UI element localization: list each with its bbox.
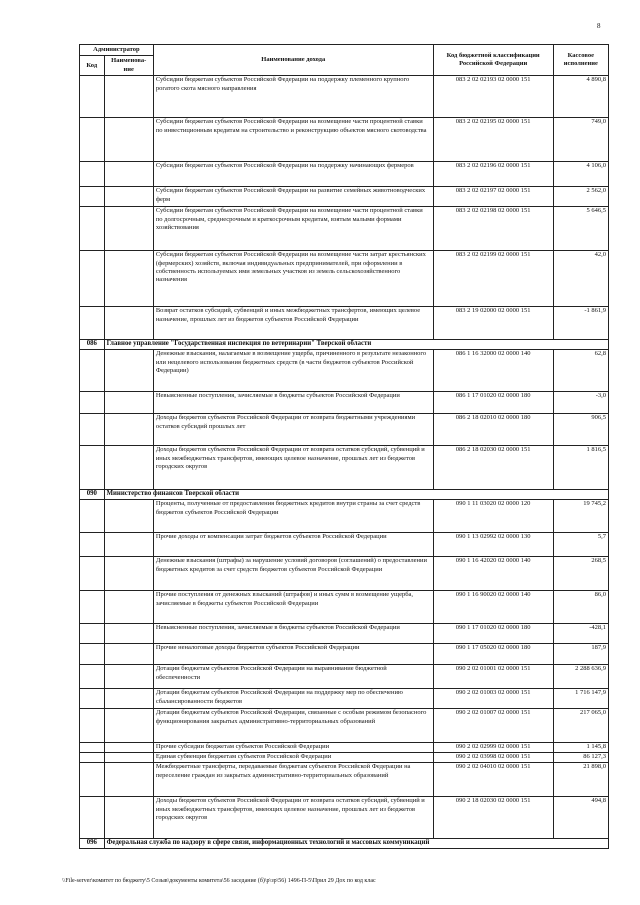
income-name-cell: Денежные взыскания (штрафы) за нарушение условий договоров (соглашений) о предоставлении бюджетных кредитов за счет средств бюджетов субъектов Российской Федерации bbox=[153, 557, 433, 591]
kbk-code-cell: 083 2 02 02199 02 0000 151 bbox=[433, 251, 553, 307]
income-name-cell: Субсидии бюджетам субъектов Российской Федерации на возмещение части процентной ставки по долгосрочным, среднесрочным и краткосрочным кредитам, взятым малыми формами хозяйствования bbox=[153, 207, 433, 251]
kbk-code-cell: 083 2 02 02197 02 0000 151 bbox=[433, 187, 553, 207]
kbk-code-cell: 090 2 02 01001 02 0000 151 bbox=[433, 665, 553, 689]
revenue-table bbox=[79, 44, 609, 849]
table-row bbox=[80, 307, 609, 340]
admin-name-cell bbox=[104, 500, 153, 533]
admin-name-cell bbox=[104, 207, 153, 251]
kbk-code-cell: 090 2 02 01007 02 0000 151 bbox=[433, 709, 553, 743]
admin-name-cell bbox=[104, 187, 153, 207]
admin-name-cell bbox=[104, 251, 153, 307]
amount-cell: 2 288 636,9 bbox=[553, 665, 608, 689]
table-row bbox=[80, 187, 609, 207]
table-row bbox=[80, 763, 609, 797]
income-name-cell: Прочие неналоговые доходы бюджетов субъектов Российской Федерации bbox=[153, 644, 433, 665]
income-name-cell: Прочие доходы от компенсации затрат бюджетов субъектов Российской Федерации bbox=[153, 533, 433, 557]
income-name-cell: Субсидии бюджетам субъектов Российской Федерации на возмещение части затрат крестьянских (фермерских) хозяйств, включая индивидуальных предпринимателей, при оформлении в собственность используемых ими земельных участков из земель сельскохозяйственного назначения bbox=[153, 251, 433, 307]
admin-name-cell bbox=[104, 557, 153, 591]
admin-name-cell bbox=[104, 118, 153, 162]
table-row bbox=[80, 207, 609, 251]
kbk-code-cell: 090 1 13 02992 02 0000 130 bbox=[433, 533, 553, 557]
income-name-cell: Доходы бюджетов субъектов Российской Федерации от возврата остатков субсидий, субвенций и иных межбюджетных трансфертов, имеющих целевое назначение, прошлых лет из бюджетов городских округов bbox=[153, 446, 433, 490]
income-name-cell: Субсидии бюджетам субъектов Российской Федерации на развитие семейных животноводческих ферм bbox=[153, 187, 433, 207]
table-row bbox=[80, 797, 609, 839]
file-path-footer: \\File-server\комитет по бюджету\5 Созыв\документы комитета\56 заседание (б)\p\зр\56) 1496-П-5\Прил 29 Дох по код клас bbox=[62, 878, 376, 884]
amount-cell: 86 127,3 bbox=[553, 753, 608, 763]
header-administrator: Администратор bbox=[80, 45, 154, 56]
table-row bbox=[80, 591, 609, 624]
amount-cell: 1 716 147,9 bbox=[553, 689, 608, 709]
table-row bbox=[80, 162, 609, 187]
kbk-code-cell: 090 1 17 05020 02 0000 180 bbox=[433, 644, 553, 665]
admin-name-cell bbox=[104, 743, 153, 753]
kbk-code-cell: 083 2 02 02198 02 0000 151 bbox=[433, 207, 553, 251]
table-row bbox=[80, 665, 609, 689]
income-name-cell: Дотации бюджетам субъектов Российской Федерации на выравнивание бюджетной обеспеченности bbox=[153, 665, 433, 689]
income-name-cell: Денежные взыскания, налагаемые в возмещение ущерба, причиненного в результате незаконного или нецелевого использования бюджетных средств (в части бюджетов субъектов Российской Федерации) bbox=[153, 350, 433, 392]
kbk-code-cell: 090 2 02 04010 02 0000 151 bbox=[433, 763, 553, 797]
table-row bbox=[80, 76, 609, 118]
admin-code-cell bbox=[80, 743, 105, 753]
admin-code-cell bbox=[80, 251, 105, 307]
amount-cell: 42,0 bbox=[553, 251, 608, 307]
admin-code-cell bbox=[80, 591, 105, 624]
kbk-code-cell: 086 1 16 32000 02 0000 140 bbox=[433, 350, 553, 392]
admin-code: 096 bbox=[80, 839, 105, 849]
header-admin-name: Наименова-ние bbox=[104, 56, 153, 76]
amount-cell: 1 816,5 bbox=[553, 446, 608, 490]
table-row bbox=[80, 500, 609, 533]
income-name-cell: Единая субвенция бюджетам субъектов Российской Федерации bbox=[153, 753, 433, 763]
amount-cell: 1 145,8 bbox=[553, 743, 608, 753]
admin-code-cell bbox=[80, 709, 105, 743]
kbk-code-cell: 083 2 19 02000 02 0000 151 bbox=[433, 307, 553, 340]
admin-name-cell bbox=[104, 591, 153, 624]
admin-code-cell bbox=[80, 118, 105, 162]
admin-code-cell bbox=[80, 797, 105, 839]
header-code: Код bbox=[80, 56, 105, 76]
admin-name-cell bbox=[104, 753, 153, 763]
income-name-cell: Доходы бюджетов субъектов Российской Федерации от возврата бюджетными учреждениями остатков субсидий прошлых лет bbox=[153, 414, 433, 446]
admin-code-cell bbox=[80, 624, 105, 644]
income-name-cell: Невыясненные поступления, зачисляемые в бюджеты субъектов Российской Федерации bbox=[153, 624, 433, 644]
admin-name-cell bbox=[104, 665, 153, 689]
amount-cell: 4 890,8 bbox=[553, 76, 608, 118]
admin-name-cell bbox=[104, 763, 153, 797]
header-kbk: Код бюджетной классификации Российской Федерации bbox=[433, 45, 553, 76]
kbk-code-cell: 083 2 02 02195 02 0000 151 bbox=[433, 118, 553, 162]
amount-cell: -3,0 bbox=[553, 392, 608, 414]
table-row bbox=[80, 557, 609, 591]
admin-name-cell bbox=[104, 392, 153, 414]
admin-name-cell bbox=[104, 162, 153, 187]
amount-cell: 187,9 bbox=[553, 644, 608, 665]
admin-code-cell bbox=[80, 307, 105, 340]
income-name-cell: Дотации бюджетам субъектов Российской Федерации на поддержку мер по обеспечению сбалансированности бюджетов bbox=[153, 689, 433, 709]
kbk-code-cell: 090 1 16 90020 02 0000 140 bbox=[433, 591, 553, 624]
amount-cell: 268,5 bbox=[553, 557, 608, 591]
admin-name-cell bbox=[104, 307, 153, 340]
kbk-code-cell: 086 1 17 01020 02 0000 180 bbox=[433, 392, 553, 414]
kbk-code-cell: 090 1 11 03020 02 0000 120 bbox=[433, 500, 553, 533]
admin-name-cell bbox=[104, 533, 153, 557]
kbk-code-cell: 090 2 18 02030 02 0000 151 bbox=[433, 797, 553, 839]
admin-title: Главное управление "Государственная инспекция по ветеринарии" Тверской области bbox=[104, 340, 608, 350]
admin-code-cell bbox=[80, 533, 105, 557]
admin-code: 086 bbox=[80, 340, 105, 350]
table-row bbox=[80, 350, 609, 392]
admin-name-cell bbox=[104, 446, 153, 490]
table-row bbox=[80, 533, 609, 557]
admin-code-cell bbox=[80, 446, 105, 490]
table-row bbox=[80, 644, 609, 665]
income-name-cell: Межбюджетные трансферты, передаваемые бюджетам субъектов Российской Федерации на переселение граждан из закрытых административно-территориальных образований bbox=[153, 763, 433, 797]
amount-cell: 5,7 bbox=[553, 533, 608, 557]
admin-code-cell bbox=[80, 763, 105, 797]
kbk-code-cell: 090 2 02 01003 02 0000 151 bbox=[433, 689, 553, 709]
income-name-cell: Доходы бюджетов субъектов Российской Федерации от возврата остатков субсидий, субвенций и иных межбюджетных трансфертов, имеющих целевое назначение, прошлых лет из бюджетов городских округов bbox=[153, 797, 433, 839]
income-name-cell: Невыясненные поступления, зачисляемые в бюджеты субъектов Российской Федерации bbox=[153, 392, 433, 414]
admin-code-cell bbox=[80, 162, 105, 187]
kbk-code-cell: 090 2 02 03998 02 0000 151 bbox=[433, 753, 553, 763]
header-amount: Кассовое исполнение bbox=[553, 45, 608, 76]
table-row bbox=[80, 709, 609, 743]
admin-name-cell bbox=[104, 624, 153, 644]
amount-cell: 4 106,0 bbox=[553, 162, 608, 187]
admin-code-cell bbox=[80, 76, 105, 118]
amount-cell: 62,8 bbox=[553, 350, 608, 392]
section-row bbox=[80, 340, 609, 350]
admin-title: Федеральная служба по надзору в сфере связи, информационных технологий и массовых коммуникаций bbox=[104, 839, 608, 849]
amount-cell: 749,0 bbox=[553, 118, 608, 162]
admin-name-cell bbox=[104, 414, 153, 446]
amount-cell: -428,1 bbox=[553, 624, 608, 644]
kbk-code-cell: 083 2 02 02193 02 0000 151 bbox=[433, 76, 553, 118]
admin-code-cell bbox=[80, 753, 105, 763]
kbk-code-cell: 086 2 18 02010 02 0000 180 bbox=[433, 414, 553, 446]
table-row bbox=[80, 251, 609, 307]
amount-cell: 217 065,0 bbox=[553, 709, 608, 743]
admin-code-cell bbox=[80, 665, 105, 689]
section-row bbox=[80, 490, 609, 500]
admin-code: 090 bbox=[80, 490, 105, 500]
income-name-cell: Субсидии бюджетам субъектов Российской Федерации на поддержку племенного крупного рогатого скота мясного направления bbox=[153, 76, 433, 118]
kbk-code-cell: 090 1 17 01020 02 0000 180 bbox=[433, 624, 553, 644]
amount-cell: 494,8 bbox=[553, 797, 608, 839]
admin-code-cell bbox=[80, 500, 105, 533]
table-row bbox=[80, 118, 609, 162]
income-name-cell: Прочие субсидии бюджетам субъектов Российской Федерации bbox=[153, 743, 433, 753]
admin-code-cell bbox=[80, 414, 105, 446]
admin-name-cell bbox=[104, 350, 153, 392]
amount-cell: -1 861,9 bbox=[553, 307, 608, 340]
admin-name-cell bbox=[104, 689, 153, 709]
amount-cell: 906,5 bbox=[553, 414, 608, 446]
income-name-cell: Проценты, полученные от предоставления бюджетных кредитов внутри страны за счет средств бюджетов субъектов Российской Федерации bbox=[153, 500, 433, 533]
income-name-cell: Возврат остатков субсидий, субвенций и иных межбюджетных трансфертов, имеющих целевое назначение, прошлых лет из бюджетов субъектов Российской Федерации bbox=[153, 307, 433, 340]
table-row bbox=[80, 689, 609, 709]
admin-name-cell bbox=[104, 797, 153, 839]
admin-name-cell bbox=[104, 76, 153, 118]
header-income-name: Наименование дохода bbox=[153, 45, 433, 76]
kbk-code-cell: 090 1 16 42020 02 0000 140 bbox=[433, 557, 553, 591]
table-row bbox=[80, 392, 609, 414]
admin-code-cell bbox=[80, 207, 105, 251]
section-row bbox=[80, 839, 609, 849]
table-row bbox=[80, 743, 609, 753]
admin-code-cell bbox=[80, 392, 105, 414]
amount-cell: 2 562,0 bbox=[553, 187, 608, 207]
amount-cell: 5 646,5 bbox=[553, 207, 608, 251]
admin-code-cell bbox=[80, 187, 105, 207]
admin-code-cell bbox=[80, 644, 105, 665]
amount-cell: 21 898,0 bbox=[553, 763, 608, 797]
table-row bbox=[80, 446, 609, 490]
table-row bbox=[80, 753, 609, 763]
table-row bbox=[80, 624, 609, 644]
admin-code-cell bbox=[80, 557, 105, 591]
kbk-code-cell: 083 2 02 02196 02 0000 151 bbox=[433, 162, 553, 187]
income-name-cell: Дотации бюджетам субъектов Российской Федерации, связанные с особым режимом безопасного функционирования закрытых административно-территориальных образований bbox=[153, 709, 433, 743]
admin-code-cell bbox=[80, 350, 105, 392]
admin-name-cell bbox=[104, 709, 153, 743]
admin-name-cell bbox=[104, 644, 153, 665]
income-name-cell: Субсидии бюджетам субъектов Российской Федерации на поддержку начинающих фермеров bbox=[153, 162, 433, 187]
kbk-code-cell: 090 2 02 02999 02 0000 151 bbox=[433, 743, 553, 753]
admin-title: Министерство финансов Тверской области bbox=[104, 490, 608, 500]
table-body bbox=[80, 76, 609, 849]
income-name-cell: Субсидии бюджетам субъектов Российской Федерации на возмещение части процентной ставки по инвестиционным кредитам на строительство и реконструкцию объектов мясного скотоводства bbox=[153, 118, 433, 162]
table-row bbox=[80, 414, 609, 446]
page-number: 8 bbox=[597, 22, 601, 30]
amount-cell: 19 745,2 bbox=[553, 500, 608, 533]
admin-code-cell bbox=[80, 689, 105, 709]
income-name-cell: Прочие поступления от денежных взысканий (штрафов) и иных сумм в возмещение ущерба, зачисляемые в бюджеты субъектов Российской Федерации bbox=[153, 591, 433, 624]
kbk-code-cell: 086 2 18 02030 02 0000 151 bbox=[433, 446, 553, 490]
amount-cell: 86,0 bbox=[553, 591, 608, 624]
